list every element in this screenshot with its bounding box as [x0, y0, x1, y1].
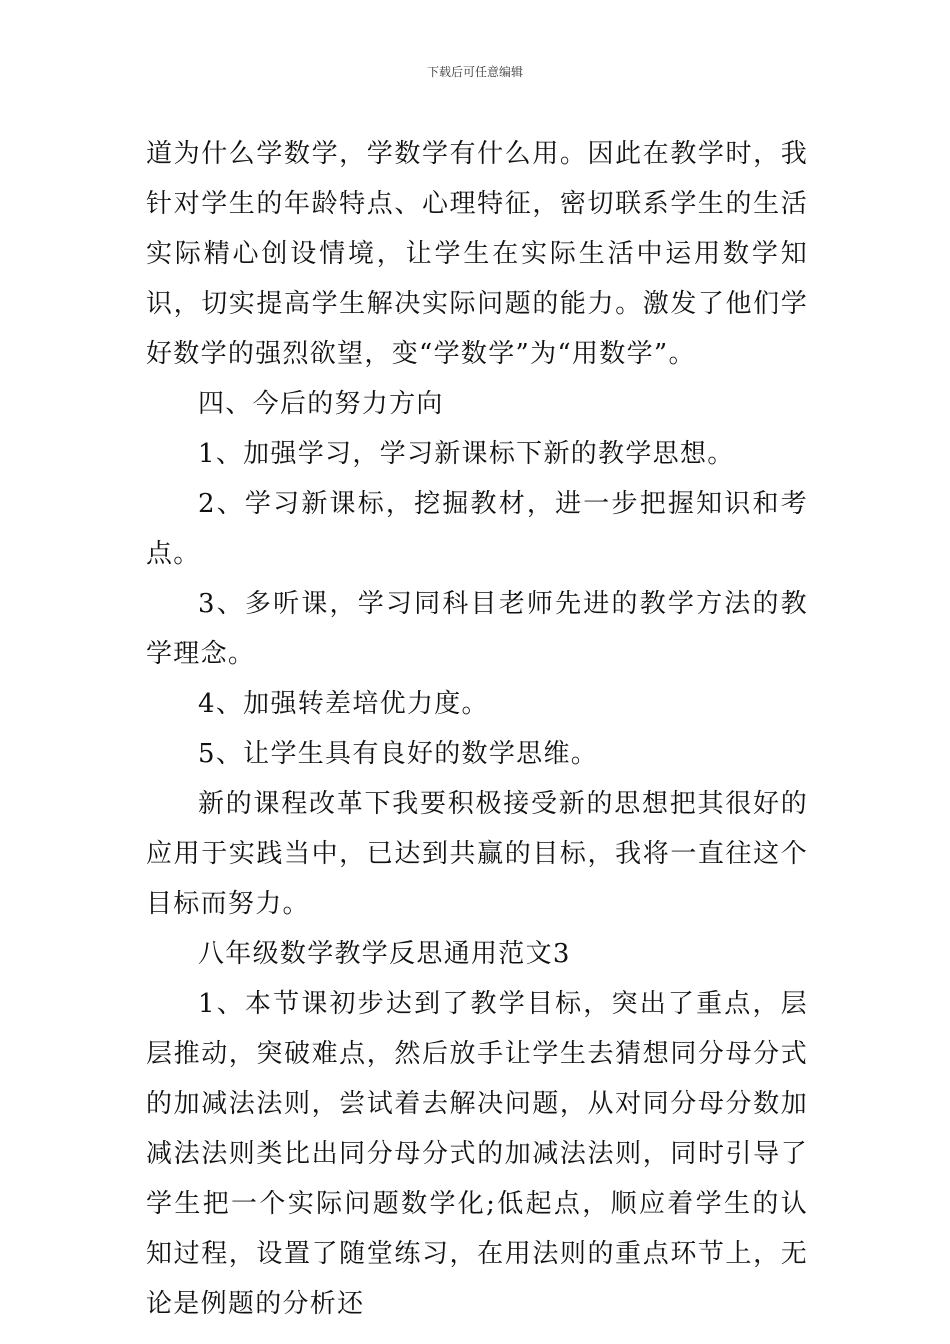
document-body — [146, 129, 808, 1329]
page-header-note: 下载后可任意编辑 — [426, 65, 523, 79]
list-item: 1、本节课初步达到了教学目标，突出了重点，层层推动，突破难点，然后放手让学生去猜想同分母分式的加减法法则，尝试着去解决问题，从对同分母分数加减法法则类比出同分母分式的加减法法则，同时引导了学生把一个实际问题数学化;低起点，顺应着学生的认知过程，设置了随堂练习，在用法则的重点环节上，无论是例题的分析还 — [146, 989, 808, 1319]
article-title: 八年级数学教学反思通用范文3 — [198, 939, 571, 969]
list-item: 5、让学生具有良好的数学思维。 — [198, 739, 599, 769]
paragraph-continuation: 道为什么学数学，学数学有什么用。因此在教学时，我针对学生的年龄特点、心理特征，密切联系学生的生活实际精心创设情境，让学生在实际生活中运用数学知识，切实提高学生解决实际问题的能力。激发了他们学好数学的强烈欲望，变“学数学”为“用数学”。 — [146, 139, 808, 369]
list-item: 2、学习新课标，挖掘教材，进一步把握知识和考点。 — [146, 489, 808, 569]
list-item: 1、加强学习，学习新课标下新的教学思想。 — [198, 439, 735, 469]
list-item: 3、多听课，学习同科目老师先进的教学方法的教学理念。 — [146, 589, 808, 669]
section-heading-future-efforts: 四、今后的努力方向 — [198, 389, 444, 419]
list-item: 4、加强转差培优力度。 — [198, 689, 489, 719]
closing-paragraph: 新的课程改革下我要积极接受新的思想把其很好的应用于实践当中，已达到共赢的目标，我将一直往这个目标而努力。 — [146, 789, 808, 919]
